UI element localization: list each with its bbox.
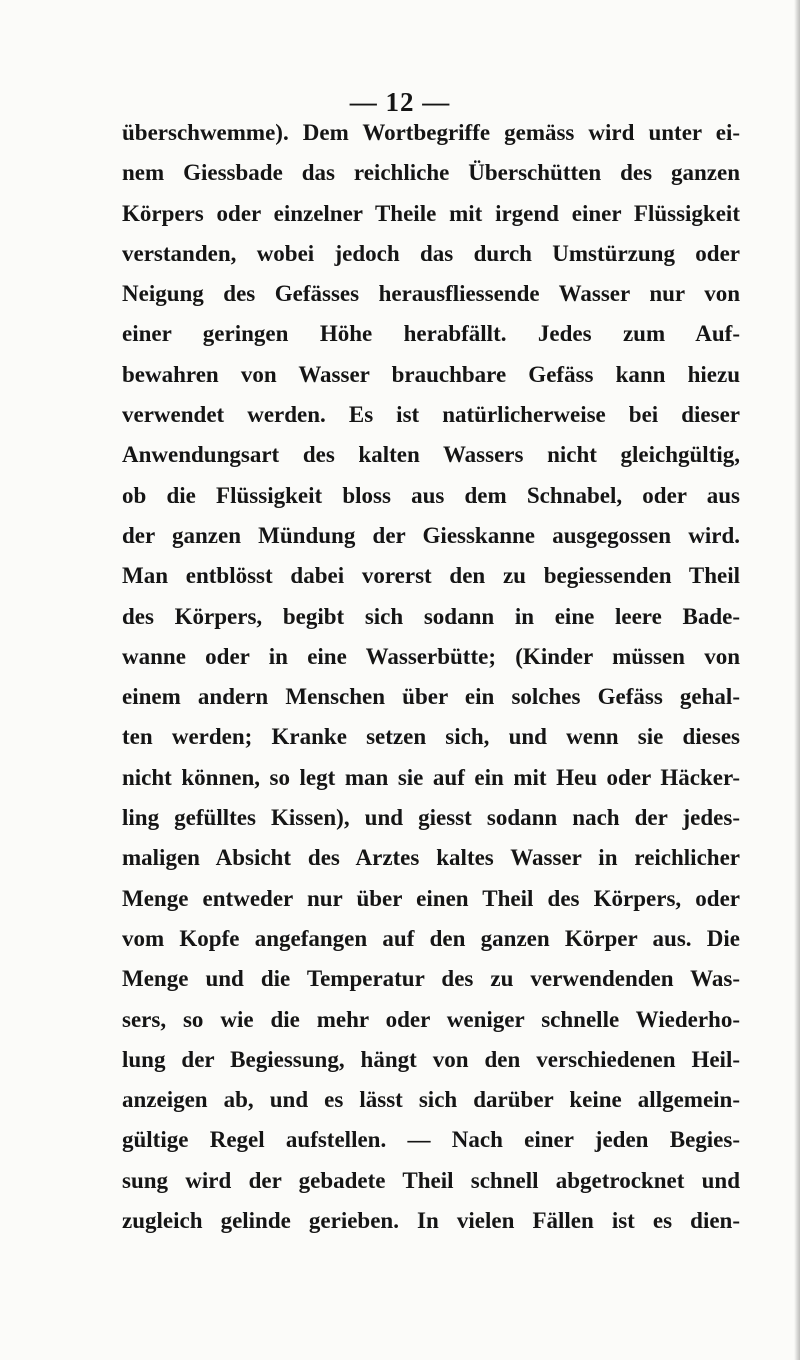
page-number: — 12 —: [349, 87, 451, 117]
text-line: verwendet werden. Es ist natürlicherweise bei dieser: [122, 402, 740, 428]
text-line: verstanden, wobei jedoch das durch Umstürzung oder: [122, 240, 740, 266]
text-line: überschwemme). Dem Wortbegriffe gemäss wird unter ei-: [122, 120, 740, 145]
text-line: Körpers oder einzelner Theile mit irgend einer Flüssigkeit: [122, 200, 740, 226]
text-line: einem andern Menschen über ein solches Gefäss gehal-: [122, 684, 740, 710]
text-line: Menge und die Temperatur des zu verwendenden Was-: [122, 966, 740, 992]
text-line: Anwendungsart des kalten Wassers nicht gleichgültig,: [122, 442, 740, 468]
text-line: Menge entweder nur über einen Theil des Körpers, oder: [122, 885, 740, 911]
text-line: nem Giessbade das reichliche Überschütten des ganzen: [122, 160, 740, 186]
body-text: [122, 113, 740, 1241]
text-line: ten werden; Kranke setzen sich, und wenn sie dieses: [122, 724, 740, 750]
text-line: nicht können, so legt man sie auf ein mit Heu oder Häcker-: [122, 764, 740, 790]
text-line: vom Kopfe angefangen auf den ganzen Körper aus. Die: [122, 925, 740, 951]
text-line: maligen Absicht des Arztes kaltes Wasser in reichlicher: [122, 845, 740, 871]
text-line: Neigung des Gefässes herausfliessende Wasser nur von: [122, 281, 740, 307]
text-line: der ganzen Mündung der Giesskanne ausgegossen wird.: [122, 522, 740, 548]
text-line: wanne oder in eine Wasserbütte; (Kinder müssen von: [122, 643, 740, 669]
text-line: ob die Flüssigkeit bloss aus dem Schnabel, oder aus: [122, 482, 740, 508]
text-line: sers, so wie die mehr oder weniger schnelle Wiederho-: [122, 1006, 740, 1032]
text-line: lung der Begiessung, hängt von den verschiedenen Heil-: [122, 1046, 740, 1072]
text-line: bewahren von Wasser brauchbare Gefäss kann hiezu: [122, 361, 740, 387]
text-line: zugleich gelinde gerieben. In vielen Fällen ist es dien-: [122, 1208, 740, 1234]
text-line: einer geringen Höhe herabfällt. Jedes zum Auf-: [122, 321, 740, 347]
text-line: gültige Regel aufstellen. — Nach einer jeden Begies-: [122, 1127, 740, 1153]
text-line: sung wird der gebadete Theil schnell abgetrocknet und: [122, 1167, 740, 1193]
text-line: ling gefülltes Kissen), und giesst sodann nach der jedes-: [122, 805, 740, 831]
page-edge-shadow: [794, 0, 800, 1360]
text-line: Man entblösst dabei vorerst den zu begiessenden Theil: [122, 563, 740, 589]
text-line: anzeigen ab, und es lässt sich darüber keine allgemein-: [122, 1087, 740, 1113]
text-line: des Körpers, begibt sich sodann in eine leere Bade-: [122, 603, 740, 629]
